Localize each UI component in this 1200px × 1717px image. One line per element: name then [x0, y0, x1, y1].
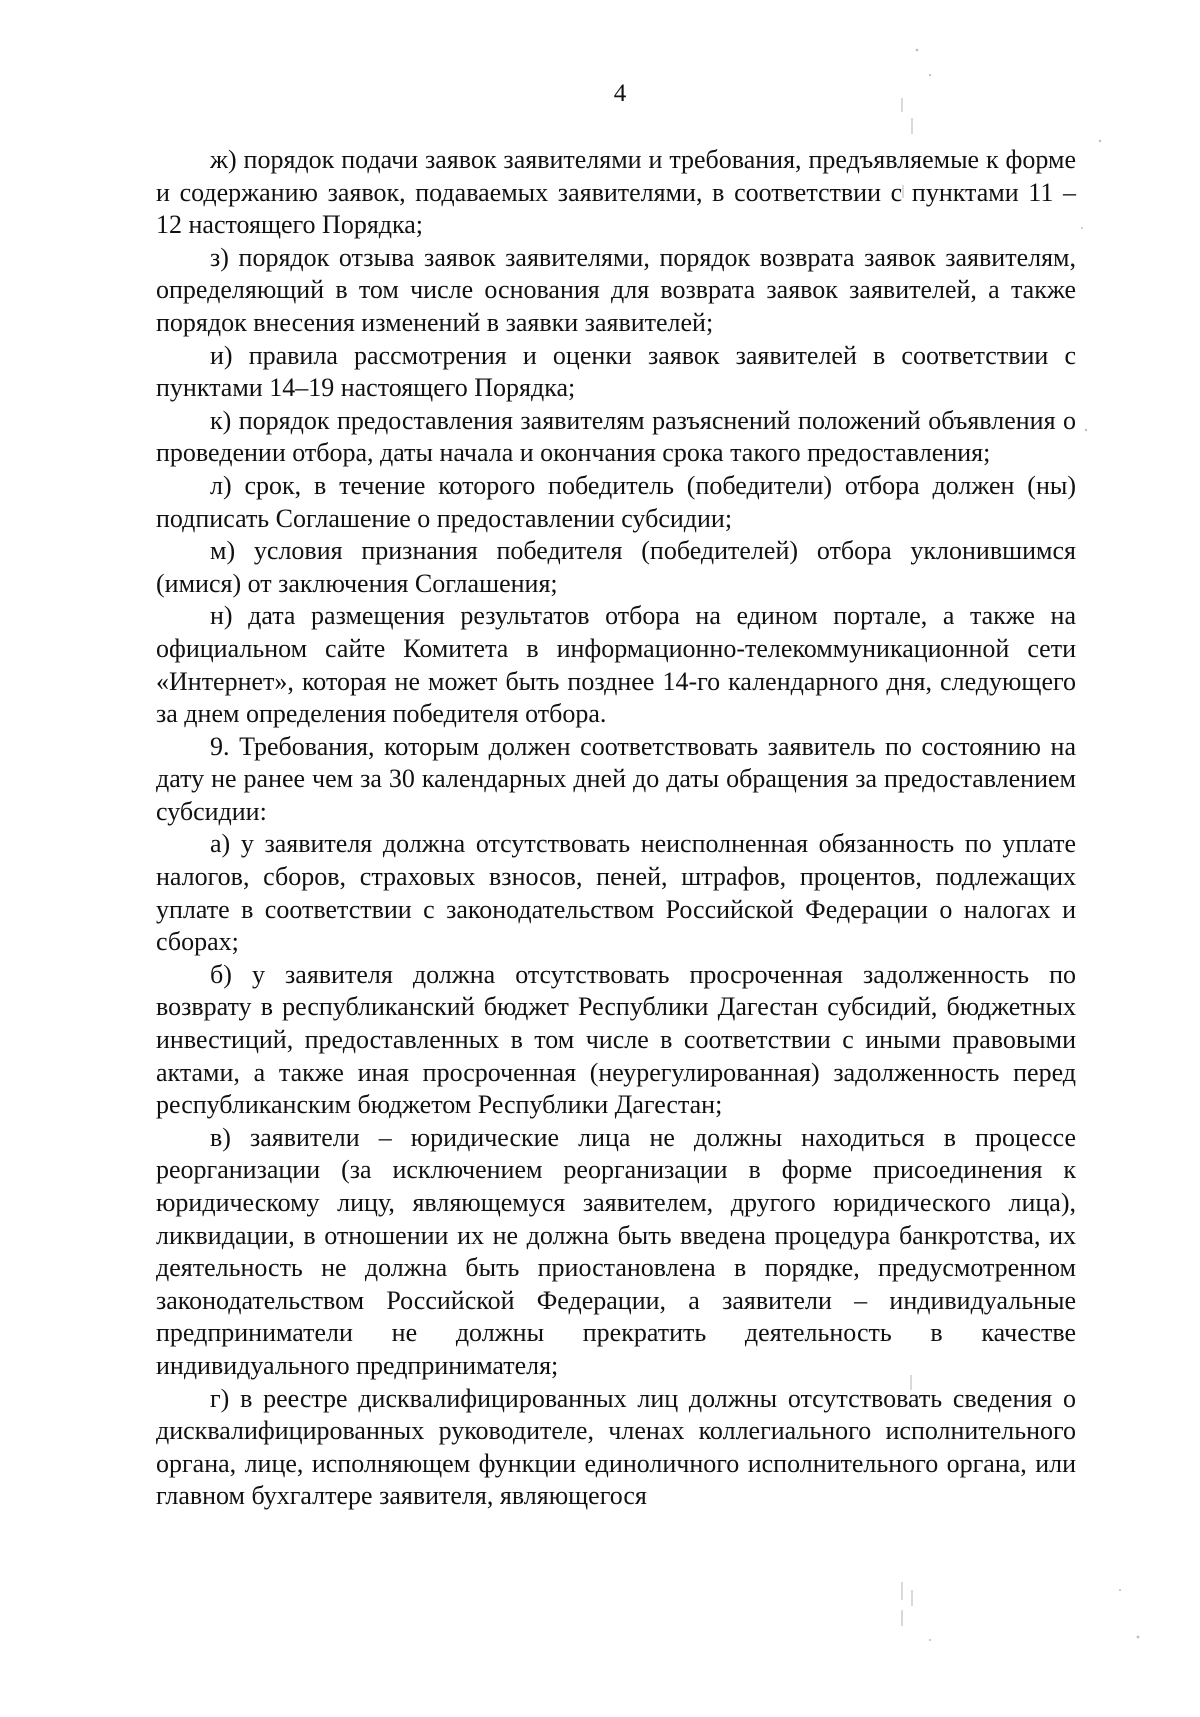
speck: [916, 49, 919, 52]
paragraph-m: м) условия признания победителя (победителей) отбора уклонившимся (имися) от заключения Соглашения;: [156, 536, 1076, 598]
paragraph-k: к) порядок предоставления заявителям разъяснений положений объявления о проведении отбора, даты начала и окончания срока такого предоставления;: [156, 405, 1076, 468]
paragraph-i: и) правила рассмотрения и оценки заявок заявителей в соответствии с пунктами 14–19 настоящего Порядка;: [156, 340, 1076, 403]
paragraph-b: б) у заявителя должна отсутствовать просроченная задолженность по возврату в республиканский бюджет Республики Дагестан субсидий, бюджетных инвестиций, предоставленных в том числе в соответствии с иными правовыми актами, а также иная просроченная (неурегулированная) задолженность перед республиканским бюджетом Республики Дагестан;: [156, 959, 1076, 1120]
speck: [929, 1639, 931, 1641]
paragraph-l: л) срок, в течение которого победитель (победители) отбора должен (ны) подписать Соглашение о предоставлении субсидии;: [156, 470, 1076, 533]
paragraph-z: з) порядок отзыва заявок заявителями, порядок возврата заявок заявителям, определяющий в том числе основания для возврата заявок заявителей, а также порядок внесения изменений в заявки заявителей;: [156, 242, 1076, 337]
paragraph-g: г) в реестре дисквалифицированных лиц должны отсутствовать сведения о дисквалифицированных руководителе, членах коллегиального исполнительного органа, лице, исполняющем функции единоличного исполнительного органа, или главном бухгалтере заявителя, являющегося: [156, 1383, 1076, 1511]
paragraph-n: н) дата размещения результатов отбора на едином портале, а также на официальном сайте Комитета в информационно-телекоммуникационной сети «Интернет», которая не может быть позднее 14-го календарного дня, следующего за днем определения победителя отбора.: [156, 601, 1076, 729]
speck: [1119, 1589, 1121, 1591]
paragraph-v: в) заявители – юридические лица не должны находиться в процессе реорганизации (за исключением реорганизации в форме присоединения к юридическому лицу, являющемуся заявителем, другого юридического лица), ликвидации, в отношении их не должна быть введена процедура банкротства, их деятельность не должна быть приостановлена в порядке, предусмотренном законодательством Российской Федерации, а заявители – индивидуальные предприниматели не должны прекратить деятельность в качестве индивидуального предпринимателя;: [156, 1122, 1076, 1380]
page-number: 4: [613, 80, 627, 107]
document-body: [156, 144, 1076, 1513]
paragraph-a: а) у заявителя должна отсутствовать неисполненная обязанность по уплате налогов, сборов, страховых взносов, пеней, штрафов, процентов, подлежащих уплате в соответствии с законодательством Российской Федерации о налогах и сборах;: [156, 829, 1076, 957]
speck: [1099, 140, 1101, 142]
speck: [1081, 227, 1083, 229]
paragraph-9: 9. Требования, которым должен соответствовать заявитель по состоянию на дату не ранее чем за 30 календарных дней до даты обращения за предоставлением субсидии:: [156, 731, 1076, 826]
speck: [1085, 429, 1087, 431]
speck: [1137, 1636, 1140, 1639]
speck: [929, 74, 931, 76]
paragraph-zh: ж) порядок подачи заявок заявителями и требования, предъявляемые к форме и содержанию заявок, подаваемых заявителями, в соответствии с пунктами 11 – 12 настоящего Порядка;: [156, 145, 1076, 240]
